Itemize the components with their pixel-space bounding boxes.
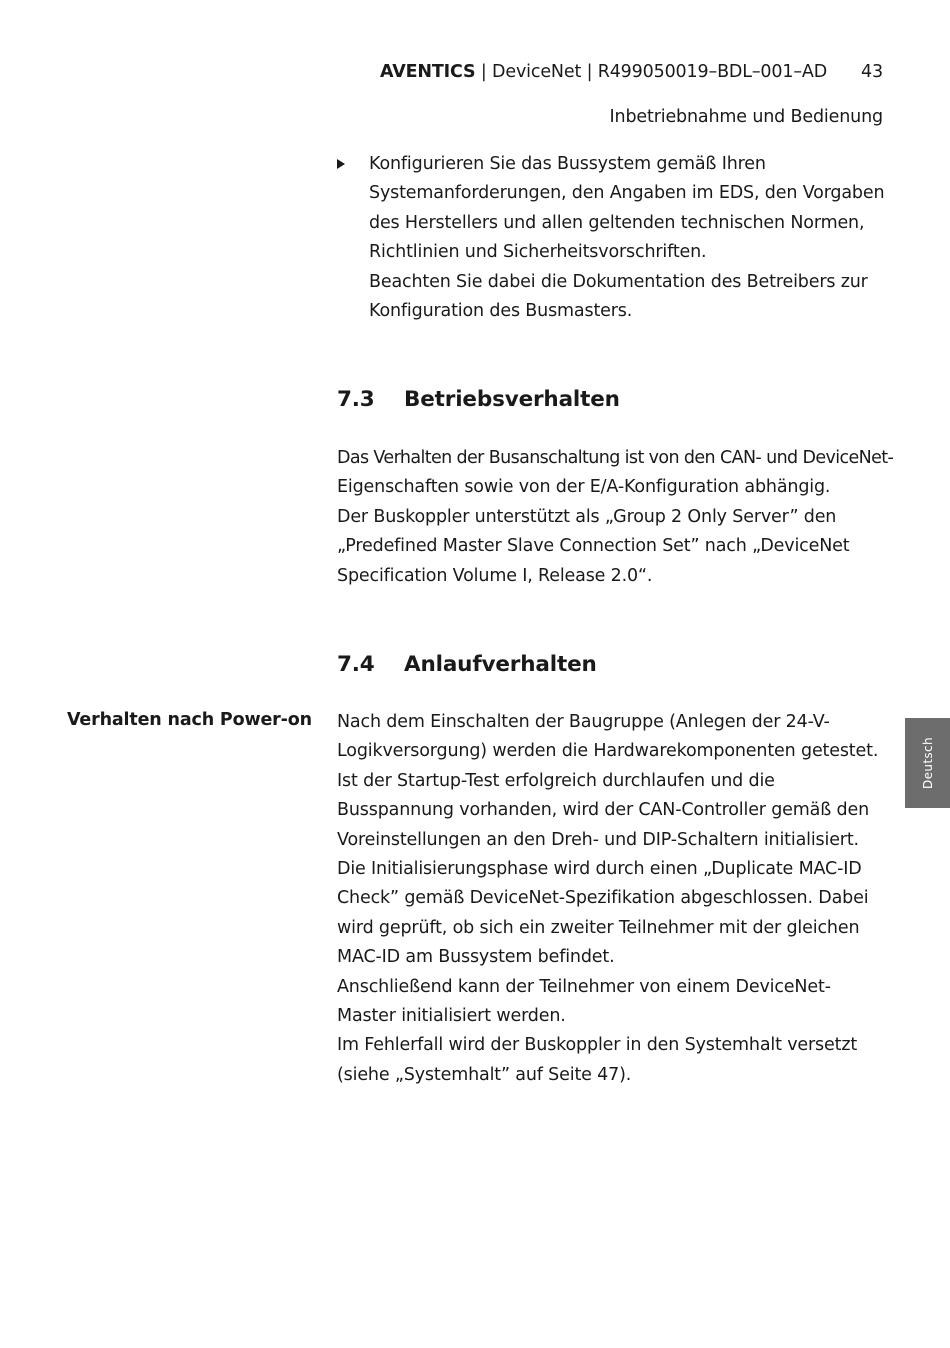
text-line: Konfigurieren Sie das Bussystem gemäß Ihren (369, 154, 766, 174)
text-line: Logikversorgung) werden die Hardwarekomponenten getestet. (337, 741, 879, 762)
text-line: Nach dem Einschalten der Baugruppe (Anlegen der 24-V- (337, 712, 830, 732)
text-line: Eigenschaften sowie von der E/A-Konfiguration abhängig. (337, 477, 831, 498)
text-line: Check” gemäß DeviceNet-Spezifikation abgeschlossen. Dabei (337, 888, 869, 909)
text-line: Das Verhalten der Busanschaltung ist von den CAN- und DeviceNet- (337, 448, 894, 468)
bullet-arrow-icon (337, 159, 345, 169)
text-line: Im Fehlerfall wird der Buskoppler in den Systemhalt versetzt (337, 1035, 858, 1056)
section-7-4-body (337, 708, 897, 1090)
text-line: Der Buskoppler unterstützt als „Group 2 Only Server” den (337, 506, 837, 527)
running-header (380, 62, 883, 82)
language-tab-label: Deutsch (920, 737, 935, 789)
text-line: Specification Volume I, Release 2.0“. (337, 565, 653, 586)
header-chapter-title: Inbetriebnahme und Bedienung (609, 107, 883, 127)
section-heading-7-3 (337, 387, 620, 412)
section-title: Betriebsverhalten (404, 387, 620, 412)
text-line: Anschließend kann der Teilnehmer von einem DeviceNet- (337, 976, 831, 997)
section-number: 7.3 (337, 387, 375, 412)
text-line: Busspannung vorhanden, wird der CAN-Controller gemäß den (337, 800, 869, 821)
section-7-3-body (337, 444, 897, 591)
text-line: (siehe „Systemhalt” auf Seite 47). (337, 1064, 632, 1085)
text-line: „Predefined Master Slave Connection Set” nach „DeviceNet (337, 536, 850, 557)
text-line: Die Initialisierungsphase wird durch einen „Duplicate MAC-ID (337, 859, 862, 880)
section-heading-7-4 (337, 652, 597, 677)
text-line: MAC-ID am Bussystem befindet. (337, 947, 615, 968)
text-line: Ist der Startup-Test erfolgreich durchlaufen und die (337, 770, 775, 791)
text-line: Master initialisiert werden. (337, 1006, 566, 1027)
text-line: des Herstellers und allen geltenden technischen Normen, (369, 212, 865, 233)
header-document-id: | DeviceNet | R499050019–BDL–001–AD (475, 62, 828, 82)
margin-heading: Verhalten nach Power-on (67, 710, 312, 730)
text-line: Systemanforderungen, den Angaben im EDS, den Vorgaben (369, 183, 885, 204)
page-number: 43 (861, 62, 883, 82)
header-brand: AVENTICS (380, 62, 476, 82)
text-line: wird geprüft, ob sich ein zweiter Teilnehmer mit der gleichen (337, 917, 860, 938)
language-tab (905, 718, 950, 808)
text-line: Richtlinien und Sicherheitsvorschriften. (369, 242, 707, 263)
text-line: Voreinstellungen an den Dreh- und DIP-Schaltern initialisiert. (337, 829, 859, 850)
section-number: 7.4 (337, 652, 375, 677)
text-line: Konfiguration des Busmasters. (369, 301, 633, 322)
instruction-text (369, 150, 897, 326)
section-title: Anlaufverhalten (404, 652, 597, 677)
instruction-bullet (337, 150, 897, 326)
text-line: Beachten Sie dabei die Dokumentation des Betreibers zur (369, 271, 868, 292)
